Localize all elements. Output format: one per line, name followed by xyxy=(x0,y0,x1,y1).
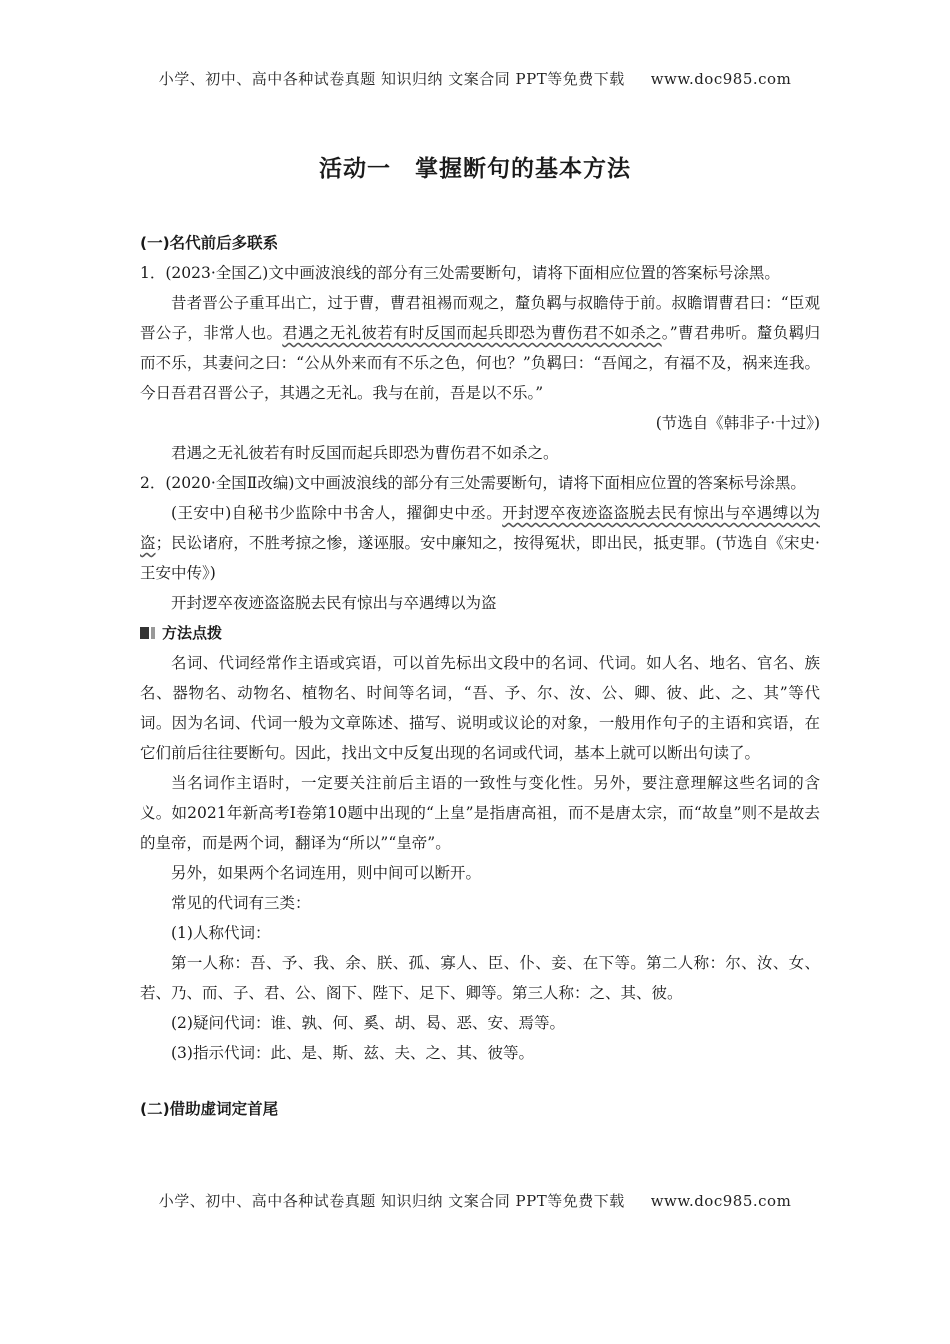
method-tips-label xyxy=(140,618,820,648)
wavy-underlined-text: 君遇之无礼彼若有时反国而起兵即恐为曹伤君不如杀之 xyxy=(282,324,662,342)
method-paragraph: (1)人称代词： xyxy=(171,924,271,942)
question-1-source: (节选自《韩非子·十过》) xyxy=(655,414,820,432)
question-1-answer-line: 君遇之无礼彼若有时反国而起兵即恐为曹伤君不如杀之。 xyxy=(171,444,559,462)
passage-text: 昔者晋公子重耳出亡，过于曹，曹君祖裼而观之，釐负羁与叔瞻侍于前。叔瞻谓曹君曰：“臣观晋公子，非常人也。 xyxy=(140,294,820,342)
passage-text: 。”曹君弗听。釐负羁归而不乐，其妻问之曰：“公从外来而有不乐之色，何也？”负羁曰：“吾闻之，有福不及，祸来连我。今日吾君召晋公子，其遇之无礼。我与在前，吾是以不乐。” xyxy=(140,324,820,402)
main-content xyxy=(140,228,820,1124)
passage-text: (王安中)自秘书少监除中书舍人，擢御史中丞。 xyxy=(171,504,503,522)
method-paragraph: 当名词作主语时，一定要关注前后主语的一致性与变化性。另外，要注意理解这些名词的含义。如2021年新高考Ⅰ卷第10题中出现的“上皇”是指唐高祖，而不是唐太宗，而“故皇”则不是故去的皇帝，而是两个词，翻译为“所以”“皇帝”。 xyxy=(140,774,820,852)
footer-url[interactable]: www.doc985.com xyxy=(650,1192,792,1210)
header-text: 小学、初中、高中各种试卷真题 知识归纳 文案合同 PPT等免费下载 xyxy=(158,70,625,88)
page-header xyxy=(0,68,950,89)
passage-text: ；民讼诸府，不胜考掠之惨，遂诬服。安中廉知之，按得冤状，即出民，抵吏罪。 xyxy=(155,534,716,552)
wavy-underlined-text: 开封逻卒夜迹盗盗脱去民有惊出与卒遇缚以为盗 xyxy=(140,504,820,552)
method-paragraph: (3)指示代词：此、是、斯、兹、夫、之、其、彼等。 xyxy=(171,1044,534,1062)
section-heading-1: (一)名代前后多联系 xyxy=(140,234,279,252)
question-1-stem: 1．(2023·全国乙)文中画波浪线的部分有三处需要断句，请将下面相应位置的答案标号涂黑。 xyxy=(140,264,780,282)
question-2-answer-line: 开封逻卒夜迹盗盗脱去民有惊出与卒遇缚以为盗 xyxy=(171,594,497,612)
method-paragraph: 名词、代词经常作主语或宾语，可以首先标出文段中的名词、代词。如人名、地名、官名、族名、器物名、动物名、植物名、时间等名词，“吾、予、尔、汝、公、卿、彼、此、之、其”等代词。因为名词、代词一般为文章陈述、描写、说明或议论的对象，一般用作句子的主语和宾语，在它们前后往往要断句。因此，找出文中反复出现的名词或代词，基本上就可以断出句读了。 xyxy=(140,654,820,762)
question-1-passage xyxy=(140,288,820,408)
header-url[interactable]: www.doc985.com xyxy=(650,70,792,88)
spacer xyxy=(140,1068,820,1094)
method-paragraph: (2)疑问代词：谁、孰、何、奚、胡、曷、恶、安、焉等。 xyxy=(171,1014,565,1032)
method-paragraph: 第一人称：吾、予、我、余、朕、孤、寡人、臣、仆、妾、在下等。第二人称：尔、汝、女、若、乃、而、子、君、公、阁下、陛下、足下、卿等。第三人称：之、其、彼。 xyxy=(140,954,820,1002)
page-title: 活动一 掌握断句的基本方法 xyxy=(319,155,631,182)
method-label: 方法点拨 xyxy=(162,624,223,642)
question-2-passage xyxy=(140,498,820,588)
page-footer xyxy=(0,1190,950,1211)
method-paragraph: 常见的代词有三类： xyxy=(171,894,311,912)
bookmark-icon xyxy=(140,626,156,640)
section-heading-2: (二)借助虚词定首尾 xyxy=(140,1100,279,1118)
method-paragraph: 另外，如果两个名词连用，则中间可以断开。 xyxy=(171,864,482,882)
footer-text: 小学、初中、高中各种试卷真题 知识归纳 文案合同 PPT等免费下载 xyxy=(158,1192,625,1210)
question-2-stem: 2．(2020·全国Ⅱ改编)文中画波浪线的部分有三处需要断句，请将下面相应位置的答案标号涂黑。 xyxy=(140,474,806,492)
question-2-source: (节选自《宋史·王安中传》) xyxy=(140,534,820,582)
